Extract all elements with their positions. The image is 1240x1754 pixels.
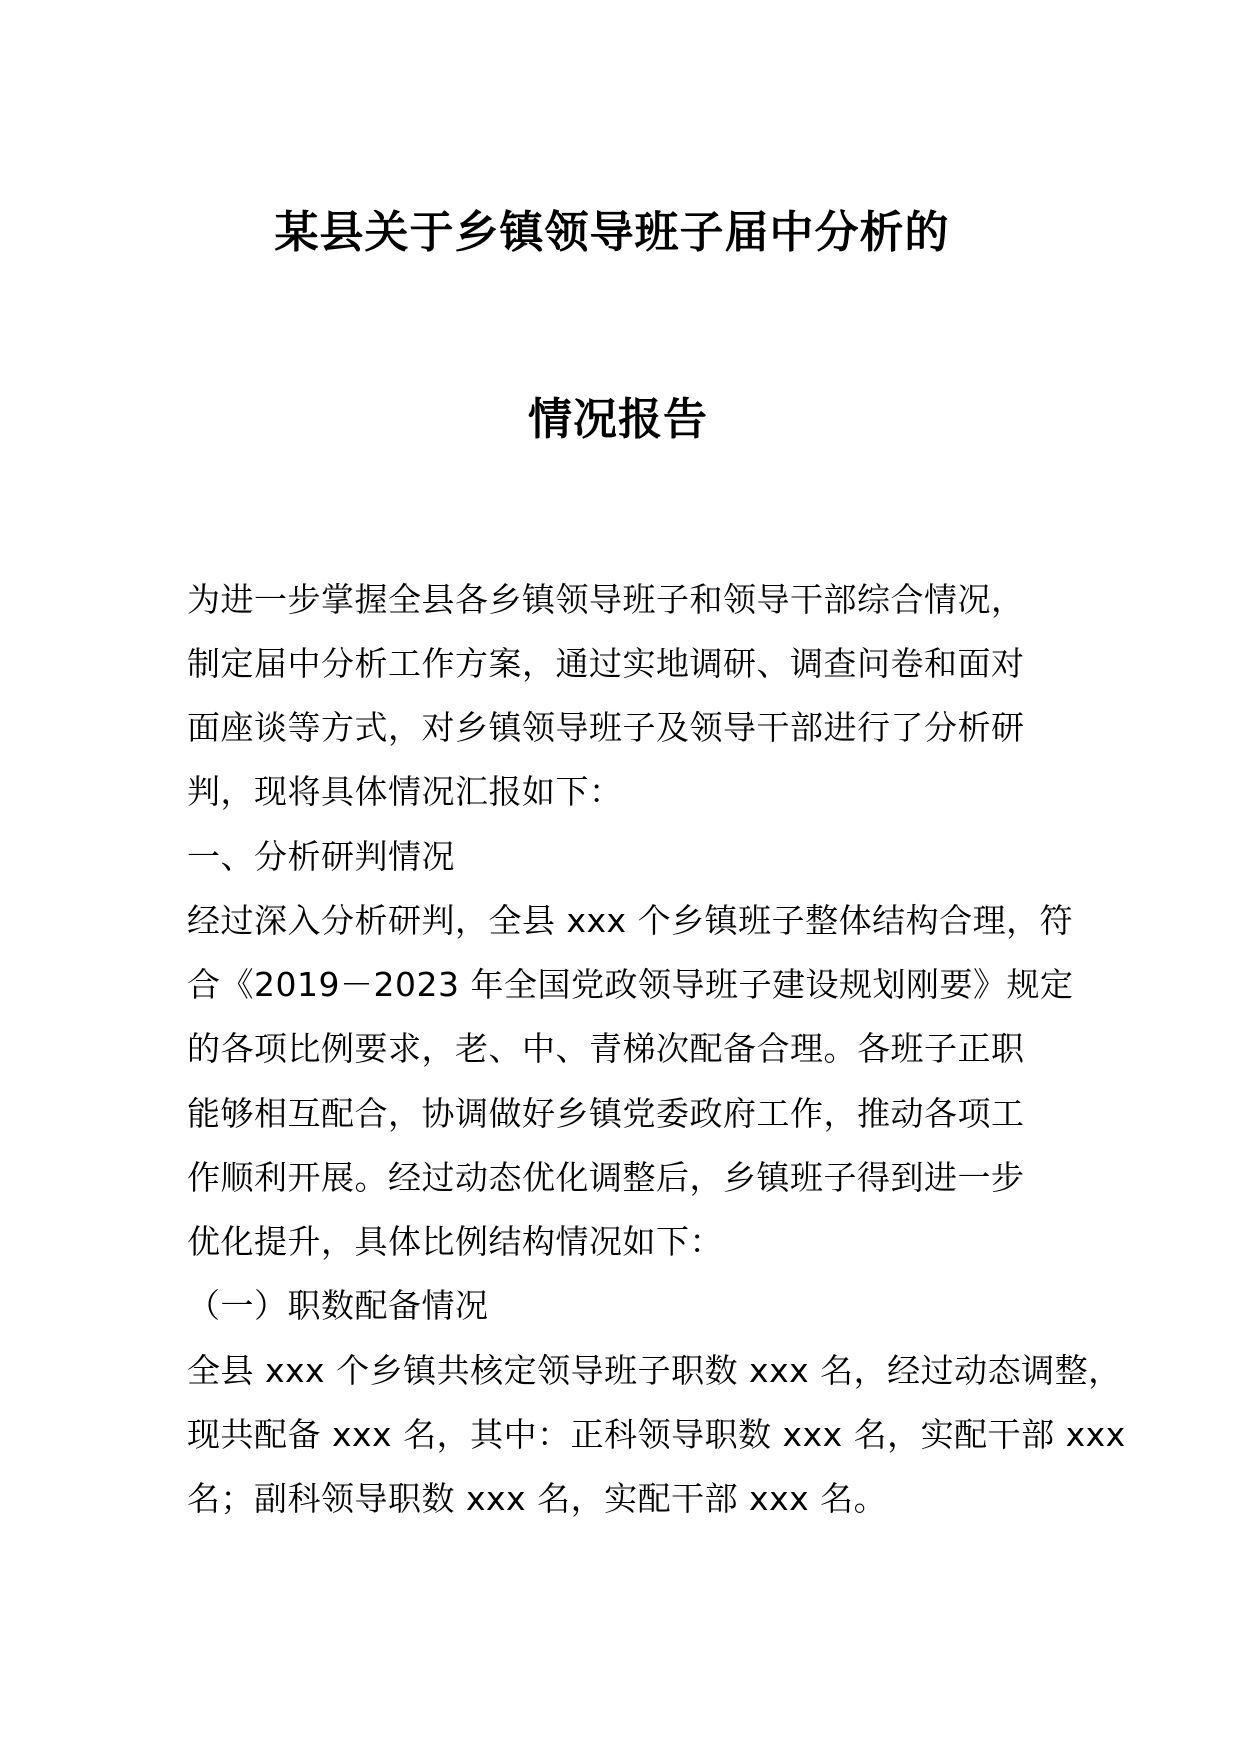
paragraph-line: 现共配备 xxx 名，其中：正科领导职数 xxx 名，实配干部 xxx	[187, 1415, 1126, 1454]
paragraph-line: 判，现将具体情况汇报如下：	[187, 772, 623, 811]
paragraph-line: 的各项比例要求，老、中、青梯次配备合理。各班子正职	[187, 1029, 1025, 1068]
paragraph-line: 面座谈等方式，对乡镇领导班子及领导干部进行了分析研	[187, 708, 1025, 747]
section-heading: 一、分析研判情况	[187, 837, 455, 876]
paragraph-line: 经过深入分析研判，全县 xxx 个乡镇班子整体结构合理，符	[187, 901, 1074, 940]
paragraph-line: 合《2019－2023 年全国党政领导班子建设规划刚要》规定	[187, 965, 1074, 1004]
subsection-heading: （一）职数配备情况	[187, 1286, 489, 1325]
document-title-line-1: 某县关于乡镇领导班子届中分析的	[274, 207, 950, 258]
paragraph-line: 为进一步掌握全县各乡镇领导班子和领导干部综合情况，	[187, 580, 1025, 619]
paragraph-line: 能够相互配合，协调做好乡镇党委政府工作，推动各项工	[187, 1094, 1025, 1133]
paragraph-line: 作顺利开展。经过动态优化调整后，乡镇班子得到进一步	[187, 1158, 1025, 1197]
paragraph-line: 全县 xxx 个乡镇共核定领导班子职数 xxx 名，经过动态调整，	[187, 1351, 1122, 1390]
paragraph-line: 制定届中分析工作方案，通过实地调研、调查问卷和面对	[187, 644, 1025, 683]
document-title-line-2: 情况报告	[528, 394, 708, 445]
paragraph-line: 名；副科领导职数 xxx 名，实配干部 xxx 名。	[187, 1479, 888, 1518]
paragraph-line: 优化提升，具体比例结构情况如下：	[187, 1222, 723, 1261]
